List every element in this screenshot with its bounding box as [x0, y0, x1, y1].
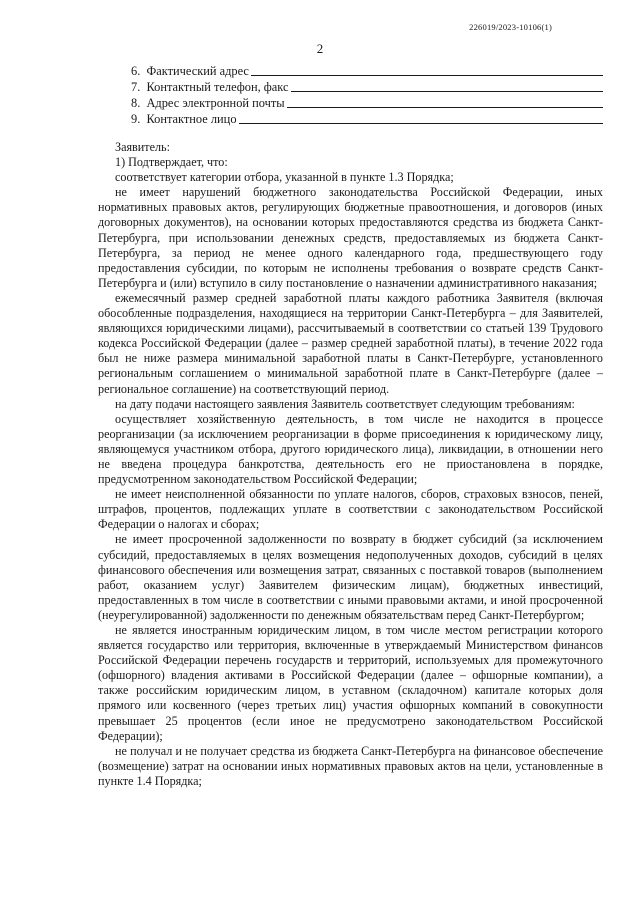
document-body — [98, 140, 603, 789]
contact-fields — [131, 63, 603, 127]
field-label: 6. Фактический адрес — [131, 64, 249, 78]
field-phone-fax — [131, 79, 603, 95]
fill-line — [251, 75, 603, 76]
field-label: 9. Контактное лицо — [131, 112, 237, 126]
paragraph-budget-violations: не имеет нарушений бюджетного законодательства Российской Федерации, иных нормативных правовых актов, регулирующих бюджетные правоотношения, и договоров (иных договорных документов), на основании которых предоставляются средства из бюджета Санкт-Петербурга, при использовании денежных средств, предоставляемых из бюджета Санкт-Петербурга, за период не менее одного календарного года, предшествующего году предоставления субсидии, по которым не исполнены требования о возврате средств Санкт-Петербурга и (или) вступило в силу постановление о назначении административного наказания; — [98, 185, 603, 290]
paragraph-business-activity: осуществляет хозяйственную деятельность, в том числе не находится в процессе реорганизации (за исключением реорганизации в форме присоединения к юридическому лицу, являющемуся участником отбора, другого юридического лица), ликвидации, в отношении него не введена процедура банкротства, деятельность его не приостановлена в порядке, предусмотренном законодательством Российской Федерации; — [98, 411, 603, 487]
applicant-heading: Заявитель: — [115, 140, 170, 154]
document-number: 226019/2023-10106(1) — [469, 22, 552, 32]
paragraph-category: соответствует категории отбора, указанной в пункте 1.3 Порядка; — [115, 170, 454, 185]
fill-line — [291, 91, 603, 92]
field-email — [131, 95, 603, 111]
field-label: 7. Контактный телефон, факс — [131, 80, 289, 94]
paragraph-average-salary: ежемесячный размер средней заработной платы каждого работника Заявителя (включая обособленные подразделения, находящиеся на территории Санкт-Петербурга – для Заявителей, являющихся юридическими лицами), рассчитываемый в соответствии со статьей 139 Трудового кодекса Российской Федерации (далее – размер средней заработной платы), в течение 2022 года был не ниже размера минимальной заработной платы в Санкт-Петербурге, установленного региональным соглашением о минимальной заработной плате в Санкт-Петербурге (далее – региональное соглашение) на соответствующий период. — [98, 290, 603, 396]
field-label: 8. Адрес электронной почты — [131, 96, 285, 110]
field-actual-address — [131, 63, 603, 79]
paragraph-other-funding: не получал и не получает средства из бюджета Санкт-Петербурга на финансовое обеспечение (возмещение) затрат на основании иных нормативных правовых актов на цели, установленные в пункте 1.4 Порядка; — [98, 743, 603, 788]
item-1: 1) Подтверждает, что: — [115, 155, 228, 170]
paragraph-overdue-debt: не имеет просроченной задолженности по возврату в бюджет субсидий (за исключением субсидий, предоставляемых в целях возмещения недополученных доходов, субсидий в целях финансового обеспечения или возмещения затрат, связанных с поставкой товаров (выполнением работ, оказанием услуг) Заявителем физическим лицам), бюджетных инвестиций, предоставленных в том числе в соответствии с иными правовыми актами, и иной просроченной (неурегулированной) задолженности по денежным обязательствам перед Санкт-Петербургом; — [98, 532, 603, 622]
field-contact-person — [131, 111, 603, 127]
paragraph-requirements-intro: на дату подачи настоящего заявления Заявитель соответствует следующим требованиям: — [115, 396, 575, 411]
fill-line — [239, 123, 603, 124]
fill-line — [287, 107, 603, 108]
paragraph-foreign-entity: не является иностранным юридическим лицом, в том числе местом регистрации которого является государство или территория, включенные в утверждаемый Министерством финансов Российской Федерации перечень государств и территорий, используемых для промежуточного (офшорного) владения активами в Российской Федерации (далее – офшорные компании), а также российским юридическим лицом, в уставном (складочном) капитале которых доля прямого или косвенного (через третьих лиц) участия офшорных компаний в совокупности превышает 25 процентов (если иное не предусмотрено законодательством Российской Федерации); — [98, 623, 603, 743]
paragraph-tax-obligations: не имеет неисполненной обязанности по уплате налогов, сборов, страховых взносов, пеней, штрафов, процентов, подлежащих уплате в соответствии с законодательством Российской Федерации о налогах и сборах; — [98, 487, 603, 532]
page-number: 2 — [316, 41, 324, 56]
